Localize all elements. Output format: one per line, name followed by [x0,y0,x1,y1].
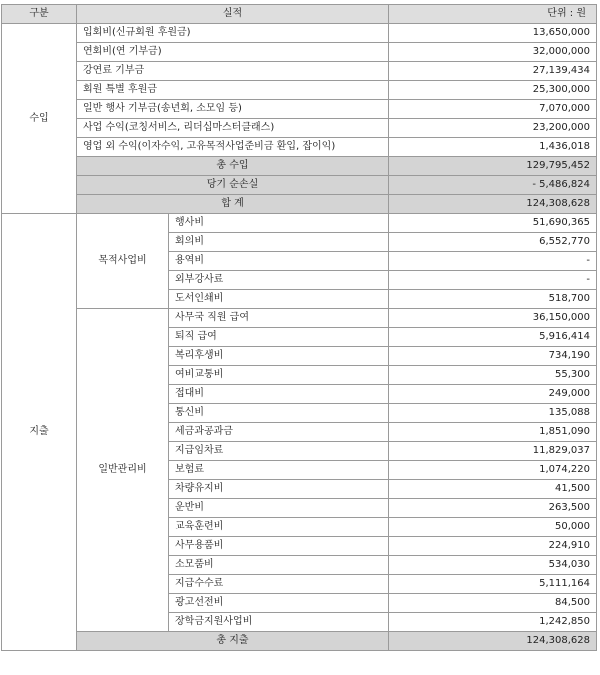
expense-item-value: 51,690,365 [389,214,597,233]
expense-item-name: 차량유지비 [169,480,389,499]
expense-item-value: 1,851,090 [389,423,597,442]
expense-item-name: 지급임차료 [169,442,389,461]
expense-row [2,214,597,233]
expense-item-value: 518,700 [389,290,597,309]
income-item-value: 1,436,018 [389,138,597,157]
expense-item-name: 교육훈련비 [169,518,389,537]
expense-item-value: 5,916,414 [389,328,597,347]
income-category: 수입 [2,24,77,214]
expense-item-value: 50,000 [389,518,597,537]
expense-item-name: 복리후생비 [169,347,389,366]
income-item-name: 영업 외 수익(이자수익, 고유목적사업준비금 환입, 잡이익) [77,138,389,157]
expense-item-value: 6,552,770 [389,233,597,252]
expense-item-name: 접대비 [169,385,389,404]
expense-item-value: 36,150,000 [389,309,597,328]
expense-item-name: 통신비 [169,404,389,423]
expense-item-name: 광고선전비 [169,594,389,613]
income-item-value: 13,650,000 [389,24,597,43]
expense-total-row [2,632,597,651]
expense-item-name: 도서인쇄비 [169,290,389,309]
income-item-name: 연회비(연 기부금) [77,43,389,62]
financial-table [1,4,597,651]
expense-item-name: 사무용품비 [169,537,389,556]
income-item-name: 입회비(신규회원 후원금) [77,24,389,43]
income-total-value: 129,795,452 [389,157,597,176]
expense-item-value: 734,190 [389,347,597,366]
expense-item-value: 1,242,850 [389,613,597,632]
expense-item-value: 84,500 [389,594,597,613]
financial-statement [1,0,599,651]
expense-item-name: 행사비 [169,214,389,233]
income-net-label: 당기 순손실 [77,176,389,195]
expense-item-name: 사무국 직원 급여 [169,309,389,328]
income-total-label: 총 수입 [77,157,389,176]
expense-item-name: 장학금지원사업비 [169,613,389,632]
income-item-name: 강연료 기부금 [77,62,389,81]
expense-item-value: - [389,271,597,290]
income-row [2,62,597,81]
expense-item-value: 263,500 [389,499,597,518]
income-item-name: 일반 행사 기부금(송년회, 소모임 등) [77,100,389,119]
income-row [2,43,597,62]
expense-total-label: 총 지출 [77,632,389,651]
income-net-value: - 5,486,824 [389,176,597,195]
income-sum-value: 124,308,628 [389,195,597,214]
expense-item-name: 여비교통비 [169,366,389,385]
expense-total-value: 124,308,628 [389,632,597,651]
expense-item-name: 소모품비 [169,556,389,575]
expense-item-name: 운반비 [169,499,389,518]
income-item-value: 7,070,000 [389,100,597,119]
expense-item-name: 용역비 [169,252,389,271]
income-row [2,100,597,119]
income-item-name: 사업 수익(코칭서비스, 리더십마스터클래스) [77,119,389,138]
expense-item-value: 5,111,164 [389,575,597,594]
header-performance: 실적 [77,5,389,24]
income-row [2,81,597,100]
expense-item-value: 534,030 [389,556,597,575]
income-item-value: 25,300,000 [389,81,597,100]
income-net-row [2,176,597,195]
expense-group-label: 목적사업비 [77,214,169,309]
expense-item-name: 퇴직 급여 [169,328,389,347]
expense-group-label: 일반관리비 [77,309,169,632]
expense-item-name: 회의비 [169,233,389,252]
income-sum-row [2,195,597,214]
header-row [2,5,597,24]
expense-item-value: 11,829,037 [389,442,597,461]
income-row [2,119,597,138]
income-row [2,24,597,43]
expense-item-value: 41,500 [389,480,597,499]
expense-item-value: - [389,252,597,271]
expense-item-value: 249,000 [389,385,597,404]
expense-category: 지출 [2,214,77,651]
expense-item-value: 55,300 [389,366,597,385]
header-category: 구분 [2,5,77,24]
expense-item-value: 224,910 [389,537,597,556]
income-sum-label: 합 계 [77,195,389,214]
expense-item-name: 외부강사료 [169,271,389,290]
expense-item-value: 135,088 [389,404,597,423]
income-item-value: 23,200,000 [389,119,597,138]
income-item-name: 회원 특별 후원금 [77,81,389,100]
expense-item-value: 1,074,220 [389,461,597,480]
expense-item-name: 세금과공과금 [169,423,389,442]
expense-item-name: 지급수수료 [169,575,389,594]
income-total-row [2,157,597,176]
income-item-value: 27,139,434 [389,62,597,81]
income-row [2,138,597,157]
header-unit: 단위 : 원 [389,5,597,24]
expense-row [2,309,597,328]
income-item-value: 32,000,000 [389,43,597,62]
expense-item-name: 보험료 [169,461,389,480]
